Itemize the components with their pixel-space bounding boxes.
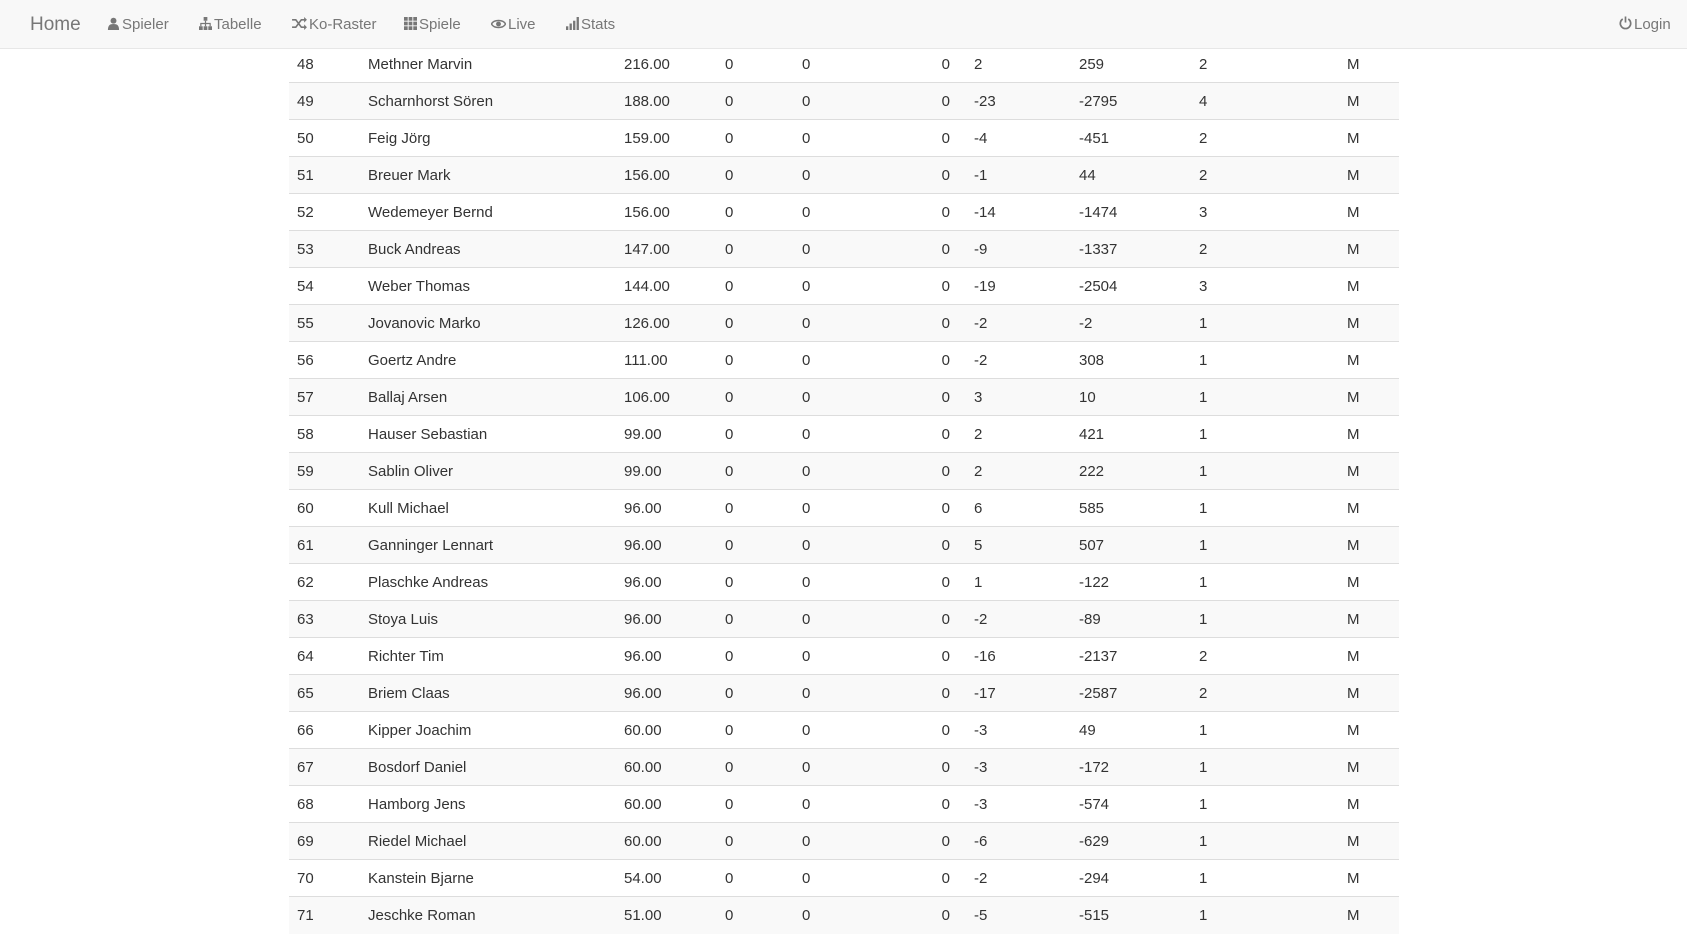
rank-cell: 65 bbox=[289, 675, 360, 712]
table-row bbox=[289, 749, 1399, 786]
value-cell: 0 bbox=[717, 305, 794, 342]
value-cell: 0 bbox=[938, 83, 966, 120]
table-row bbox=[289, 675, 1399, 712]
grid-icon bbox=[404, 17, 417, 30]
score-cell: 308 bbox=[1071, 342, 1191, 379]
eye-icon bbox=[491, 18, 506, 30]
table-row bbox=[289, 564, 1399, 601]
value-cell: 0 bbox=[938, 712, 966, 749]
games-cell: 2 bbox=[1191, 120, 1339, 157]
value-cell: 0 bbox=[794, 490, 938, 527]
points-cell: 60.00 bbox=[616, 786, 717, 823]
login-label: Login bbox=[1634, 16, 1671, 33]
value-cell: 0 bbox=[938, 379, 966, 416]
nav-item-spieler[interactable] bbox=[107, 0, 169, 49]
player-name-cell: Breuer Mark bbox=[360, 157, 616, 194]
points-cell: 96.00 bbox=[616, 527, 717, 564]
games-cell: 1 bbox=[1191, 897, 1339, 934]
ranking-table bbox=[289, 45, 1399, 934]
table-row bbox=[289, 860, 1399, 897]
table-row bbox=[289, 453, 1399, 490]
value-cell: 0 bbox=[794, 157, 938, 194]
value-cell: 0 bbox=[938, 897, 966, 934]
table-row bbox=[289, 490, 1399, 527]
user-icon bbox=[107, 17, 120, 30]
gender-cell: M bbox=[1339, 638, 1399, 675]
value-cell: 0 bbox=[938, 490, 966, 527]
value-cell: 0 bbox=[794, 268, 938, 305]
navbar bbox=[0, 0, 1687, 49]
rank-cell: 63 bbox=[289, 601, 360, 638]
table-row bbox=[289, 786, 1399, 823]
table-row bbox=[289, 416, 1399, 453]
player-name-cell: Sablin Oliver bbox=[360, 453, 616, 490]
value-cell: 0 bbox=[938, 194, 966, 231]
games-cell: 2 bbox=[1191, 675, 1339, 712]
gender-cell: M bbox=[1339, 194, 1399, 231]
value-cell: 0 bbox=[794, 83, 938, 120]
player-name-cell: Wedemeyer Bernd bbox=[360, 194, 616, 231]
value-cell: 0 bbox=[938, 675, 966, 712]
gender-cell: M bbox=[1339, 601, 1399, 638]
player-name-cell: Briem Claas bbox=[360, 675, 616, 712]
nav-item-label: Ko-Raster bbox=[309, 16, 377, 33]
player-name-cell: Ganninger Lennart bbox=[360, 527, 616, 564]
points-cell: 51.00 bbox=[616, 897, 717, 934]
player-name-cell: Stoya Luis bbox=[360, 601, 616, 638]
value-cell: 0 bbox=[794, 194, 938, 231]
value-cell: 0 bbox=[794, 527, 938, 564]
rank-cell: 48 bbox=[289, 46, 360, 83]
table-row bbox=[289, 268, 1399, 305]
score-cell: 585 bbox=[1071, 490, 1191, 527]
player-name-cell: Hauser Sebastian bbox=[360, 416, 616, 453]
points-cell: 126.00 bbox=[616, 305, 717, 342]
rank-cell: 64 bbox=[289, 638, 360, 675]
points-cell: 188.00 bbox=[616, 83, 717, 120]
difference-cell: -3 bbox=[966, 786, 1071, 823]
gender-cell: M bbox=[1339, 305, 1399, 342]
games-cell: 3 bbox=[1191, 194, 1339, 231]
score-cell: -574 bbox=[1071, 786, 1191, 823]
score-cell: -629 bbox=[1071, 823, 1191, 860]
nav-item-spiele[interactable] bbox=[404, 0, 461, 49]
gender-cell: M bbox=[1339, 823, 1399, 860]
player-name-cell: Methner Marvin bbox=[360, 46, 616, 83]
value-cell: 0 bbox=[717, 83, 794, 120]
score-cell: 10 bbox=[1071, 379, 1191, 416]
gender-cell: M bbox=[1339, 490, 1399, 527]
gender-cell: M bbox=[1339, 527, 1399, 564]
difference-cell: -2 bbox=[966, 601, 1071, 638]
points-cell: 96.00 bbox=[616, 601, 717, 638]
difference-cell: -19 bbox=[966, 268, 1071, 305]
difference-cell: -16 bbox=[966, 638, 1071, 675]
table-row bbox=[289, 712, 1399, 749]
difference-cell: -17 bbox=[966, 675, 1071, 712]
gender-cell: M bbox=[1339, 860, 1399, 897]
score-cell: -89 bbox=[1071, 601, 1191, 638]
difference-cell: -2 bbox=[966, 342, 1071, 379]
score-cell: 49 bbox=[1071, 712, 1191, 749]
points-cell: 60.00 bbox=[616, 712, 717, 749]
score-cell: 222 bbox=[1071, 453, 1191, 490]
gender-cell: M bbox=[1339, 342, 1399, 379]
points-cell: 96.00 bbox=[616, 490, 717, 527]
player-name-cell: Jeschke Roman bbox=[360, 897, 616, 934]
difference-cell: 2 bbox=[966, 416, 1071, 453]
games-cell: 2 bbox=[1191, 638, 1339, 675]
points-cell: 147.00 bbox=[616, 231, 717, 268]
value-cell: 0 bbox=[794, 860, 938, 897]
difference-cell: -1 bbox=[966, 157, 1071, 194]
nav-item-live[interactable] bbox=[491, 0, 536, 49]
rank-cell: 50 bbox=[289, 120, 360, 157]
value-cell: 0 bbox=[794, 712, 938, 749]
score-cell: -515 bbox=[1071, 897, 1191, 934]
value-cell: 0 bbox=[717, 897, 794, 934]
gender-cell: M bbox=[1339, 749, 1399, 786]
value-cell: 0 bbox=[794, 601, 938, 638]
score-cell: 421 bbox=[1071, 416, 1191, 453]
value-cell: 0 bbox=[794, 46, 938, 83]
nav-item-ko-raster[interactable] bbox=[292, 0, 377, 49]
difference-cell: 2 bbox=[966, 46, 1071, 83]
gender-cell: M bbox=[1339, 379, 1399, 416]
value-cell: 0 bbox=[717, 638, 794, 675]
table-row bbox=[289, 897, 1399, 934]
games-cell: 1 bbox=[1191, 416, 1339, 453]
table-row bbox=[289, 601, 1399, 638]
difference-cell: 3 bbox=[966, 379, 1071, 416]
games-cell: 1 bbox=[1191, 342, 1339, 379]
difference-cell: -9 bbox=[966, 231, 1071, 268]
ranking-table-body bbox=[289, 46, 1399, 934]
games-cell: 1 bbox=[1191, 786, 1339, 823]
value-cell: 0 bbox=[794, 564, 938, 601]
value-cell: 0 bbox=[938, 305, 966, 342]
games-cell: 4 bbox=[1191, 83, 1339, 120]
score-cell: -2504 bbox=[1071, 268, 1191, 305]
value-cell: 0 bbox=[717, 120, 794, 157]
value-cell: 0 bbox=[794, 120, 938, 157]
rank-cell: 61 bbox=[289, 527, 360, 564]
rank-cell: 51 bbox=[289, 157, 360, 194]
value-cell: 0 bbox=[717, 786, 794, 823]
points-cell: 111.00 bbox=[616, 342, 717, 379]
table-row bbox=[289, 83, 1399, 120]
value-cell: 0 bbox=[794, 638, 938, 675]
rank-cell: 69 bbox=[289, 823, 360, 860]
points-cell: 144.00 bbox=[616, 268, 717, 305]
score-cell: -1337 bbox=[1071, 231, 1191, 268]
table-row bbox=[289, 194, 1399, 231]
difference-cell: 2 bbox=[966, 453, 1071, 490]
points-cell: 156.00 bbox=[616, 157, 717, 194]
rank-cell: 68 bbox=[289, 786, 360, 823]
value-cell: 0 bbox=[938, 786, 966, 823]
difference-cell: -4 bbox=[966, 120, 1071, 157]
games-cell: 2 bbox=[1191, 157, 1339, 194]
table-row bbox=[289, 379, 1399, 416]
games-cell: 1 bbox=[1191, 823, 1339, 860]
games-cell: 1 bbox=[1191, 564, 1339, 601]
points-cell: 96.00 bbox=[616, 564, 717, 601]
player-name-cell: Buck Andreas bbox=[360, 231, 616, 268]
gender-cell: M bbox=[1339, 120, 1399, 157]
player-name-cell: Ballaj Arsen bbox=[360, 379, 616, 416]
points-cell: 159.00 bbox=[616, 120, 717, 157]
value-cell: 0 bbox=[717, 342, 794, 379]
gender-cell: M bbox=[1339, 564, 1399, 601]
value-cell: 0 bbox=[717, 268, 794, 305]
rank-cell: 70 bbox=[289, 860, 360, 897]
difference-cell: -2 bbox=[966, 860, 1071, 897]
gender-cell: M bbox=[1339, 897, 1399, 934]
gender-cell: M bbox=[1339, 712, 1399, 749]
value-cell: 0 bbox=[794, 897, 938, 934]
value-cell: 0 bbox=[794, 416, 938, 453]
value-cell: 0 bbox=[794, 675, 938, 712]
score-cell: -2795 bbox=[1071, 83, 1191, 120]
value-cell: 0 bbox=[938, 860, 966, 897]
points-cell: 60.00 bbox=[616, 823, 717, 860]
table-row bbox=[289, 157, 1399, 194]
rank-cell: 57 bbox=[289, 379, 360, 416]
difference-cell: 6 bbox=[966, 490, 1071, 527]
value-cell: 0 bbox=[938, 749, 966, 786]
difference-cell: 1 bbox=[966, 564, 1071, 601]
value-cell: 0 bbox=[717, 564, 794, 601]
nav-item-label: Live bbox=[508, 16, 536, 33]
table-row bbox=[289, 527, 1399, 564]
player-name-cell: Bosdorf Daniel bbox=[360, 749, 616, 786]
score-cell: -2 bbox=[1071, 305, 1191, 342]
table-row bbox=[289, 46, 1399, 83]
rank-cell: 67 bbox=[289, 749, 360, 786]
points-cell: 156.00 bbox=[616, 194, 717, 231]
shuffle-icon bbox=[292, 17, 307, 30]
value-cell: 0 bbox=[794, 786, 938, 823]
gender-cell: M bbox=[1339, 453, 1399, 490]
value-cell: 0 bbox=[794, 749, 938, 786]
table-row bbox=[289, 120, 1399, 157]
value-cell: 0 bbox=[938, 564, 966, 601]
value-cell: 0 bbox=[794, 305, 938, 342]
nav-item-tabelle[interactable] bbox=[199, 0, 262, 49]
value-cell: 0 bbox=[794, 453, 938, 490]
score-cell: -1474 bbox=[1071, 194, 1191, 231]
value-cell: 0 bbox=[938, 416, 966, 453]
player-name-cell: Plaschke Andreas bbox=[360, 564, 616, 601]
value-cell: 0 bbox=[794, 379, 938, 416]
gender-cell: M bbox=[1339, 268, 1399, 305]
score-cell: -2137 bbox=[1071, 638, 1191, 675]
games-cell: 1 bbox=[1191, 490, 1339, 527]
value-cell: 0 bbox=[794, 231, 938, 268]
value-cell: 0 bbox=[717, 453, 794, 490]
difference-cell: -23 bbox=[966, 83, 1071, 120]
rank-cell: 49 bbox=[289, 83, 360, 120]
difference-cell: 5 bbox=[966, 527, 1071, 564]
value-cell: 0 bbox=[717, 416, 794, 453]
games-cell: 1 bbox=[1191, 379, 1339, 416]
gender-cell: M bbox=[1339, 46, 1399, 83]
rank-cell: 62 bbox=[289, 564, 360, 601]
value-cell: 0 bbox=[938, 157, 966, 194]
gender-cell: M bbox=[1339, 83, 1399, 120]
value-cell: 0 bbox=[717, 527, 794, 564]
rank-cell: 56 bbox=[289, 342, 360, 379]
table-row bbox=[289, 342, 1399, 379]
login-link[interactable] bbox=[1619, 0, 1671, 49]
gender-cell: M bbox=[1339, 231, 1399, 268]
value-cell: 0 bbox=[717, 157, 794, 194]
difference-cell: -3 bbox=[966, 749, 1071, 786]
table-row bbox=[289, 638, 1399, 675]
games-cell: 1 bbox=[1191, 601, 1339, 638]
stats-icon bbox=[566, 17, 579, 30]
points-cell: 96.00 bbox=[616, 638, 717, 675]
score-cell: -294 bbox=[1071, 860, 1191, 897]
value-cell: 0 bbox=[717, 749, 794, 786]
player-name-cell: Feig Jörg bbox=[360, 120, 616, 157]
games-cell: 2 bbox=[1191, 231, 1339, 268]
rank-cell: 66 bbox=[289, 712, 360, 749]
player-name-cell: Kanstein Bjarne bbox=[360, 860, 616, 897]
nav-item-stats[interactable] bbox=[566, 0, 615, 49]
nav-item-label: Tabelle bbox=[214, 16, 262, 33]
value-cell: 0 bbox=[938, 823, 966, 860]
brand-home-link[interactable]: Home bbox=[30, 14, 81, 35]
games-cell: 1 bbox=[1191, 305, 1339, 342]
score-cell: -172 bbox=[1071, 749, 1191, 786]
points-cell: 99.00 bbox=[616, 453, 717, 490]
gender-cell: M bbox=[1339, 416, 1399, 453]
player-name-cell: Scharnhorst Sören bbox=[360, 83, 616, 120]
points-cell: 99.00 bbox=[616, 416, 717, 453]
value-cell: 0 bbox=[938, 231, 966, 268]
games-cell: 3 bbox=[1191, 268, 1339, 305]
difference-cell: -2 bbox=[966, 305, 1071, 342]
difference-cell: -14 bbox=[966, 194, 1071, 231]
value-cell: 0 bbox=[938, 268, 966, 305]
value-cell: 0 bbox=[717, 379, 794, 416]
games-cell: 1 bbox=[1191, 453, 1339, 490]
rank-cell: 54 bbox=[289, 268, 360, 305]
value-cell: 0 bbox=[938, 342, 966, 379]
points-cell: 96.00 bbox=[616, 675, 717, 712]
value-cell: 0 bbox=[938, 453, 966, 490]
value-cell: 0 bbox=[717, 675, 794, 712]
score-cell: 259 bbox=[1071, 46, 1191, 83]
power-icon bbox=[1619, 16, 1632, 30]
difference-cell: -3 bbox=[966, 712, 1071, 749]
value-cell: 0 bbox=[717, 712, 794, 749]
score-cell: -2587 bbox=[1071, 675, 1191, 712]
value-cell: 0 bbox=[938, 601, 966, 638]
rank-cell: 60 bbox=[289, 490, 360, 527]
player-name-cell: Kull Michael bbox=[360, 490, 616, 527]
sitemap-icon bbox=[199, 17, 212, 30]
value-cell: 0 bbox=[938, 120, 966, 157]
player-name-cell: Goertz Andre bbox=[360, 342, 616, 379]
value-cell: 0 bbox=[794, 342, 938, 379]
value-cell: 0 bbox=[717, 46, 794, 83]
value-cell: 0 bbox=[938, 46, 966, 83]
rank-cell: 58 bbox=[289, 416, 360, 453]
games-cell: 1 bbox=[1191, 712, 1339, 749]
rank-cell: 59 bbox=[289, 453, 360, 490]
score-cell: 44 bbox=[1071, 157, 1191, 194]
rank-cell: 55 bbox=[289, 305, 360, 342]
games-cell: 1 bbox=[1191, 860, 1339, 897]
value-cell: 0 bbox=[717, 823, 794, 860]
value-cell: 0 bbox=[717, 601, 794, 638]
gender-cell: M bbox=[1339, 786, 1399, 823]
difference-cell: -5 bbox=[966, 897, 1071, 934]
player-name-cell: Hamborg Jens bbox=[360, 786, 616, 823]
games-cell: 2 bbox=[1191, 46, 1339, 83]
value-cell: 0 bbox=[794, 823, 938, 860]
points-cell: 54.00 bbox=[616, 860, 717, 897]
nav-item-label: Spieler bbox=[122, 16, 169, 33]
gender-cell: M bbox=[1339, 675, 1399, 712]
score-cell: -122 bbox=[1071, 564, 1191, 601]
table-row bbox=[289, 823, 1399, 860]
gender-cell: M bbox=[1339, 157, 1399, 194]
points-cell: 216.00 bbox=[616, 46, 717, 83]
value-cell: 0 bbox=[717, 860, 794, 897]
value-cell: 0 bbox=[717, 194, 794, 231]
points-cell: 106.00 bbox=[616, 379, 717, 416]
games-cell: 1 bbox=[1191, 749, 1339, 786]
difference-cell: -6 bbox=[966, 823, 1071, 860]
score-cell: -451 bbox=[1071, 120, 1191, 157]
table-row bbox=[289, 305, 1399, 342]
nav-item-label: Stats bbox=[581, 16, 616, 33]
value-cell: 0 bbox=[938, 638, 966, 675]
value-cell: 0 bbox=[717, 490, 794, 527]
nav-item-label: Spiele bbox=[419, 16, 461, 33]
value-cell: 0 bbox=[938, 527, 966, 564]
player-name-cell: Jovanovic Marko bbox=[360, 305, 616, 342]
value-cell: 0 bbox=[717, 231, 794, 268]
rank-cell: 71 bbox=[289, 897, 360, 934]
player-name-cell: Weber Thomas bbox=[360, 268, 616, 305]
player-name-cell: Riedel Michael bbox=[360, 823, 616, 860]
player-name-cell: Kipper Joachim bbox=[360, 712, 616, 749]
rank-cell: 52 bbox=[289, 194, 360, 231]
points-cell: 60.00 bbox=[616, 749, 717, 786]
player-name-cell: Richter Tim bbox=[360, 638, 616, 675]
rank-cell: 53 bbox=[289, 231, 360, 268]
table-row bbox=[289, 231, 1399, 268]
games-cell: 1 bbox=[1191, 527, 1339, 564]
score-cell: 507 bbox=[1071, 527, 1191, 564]
